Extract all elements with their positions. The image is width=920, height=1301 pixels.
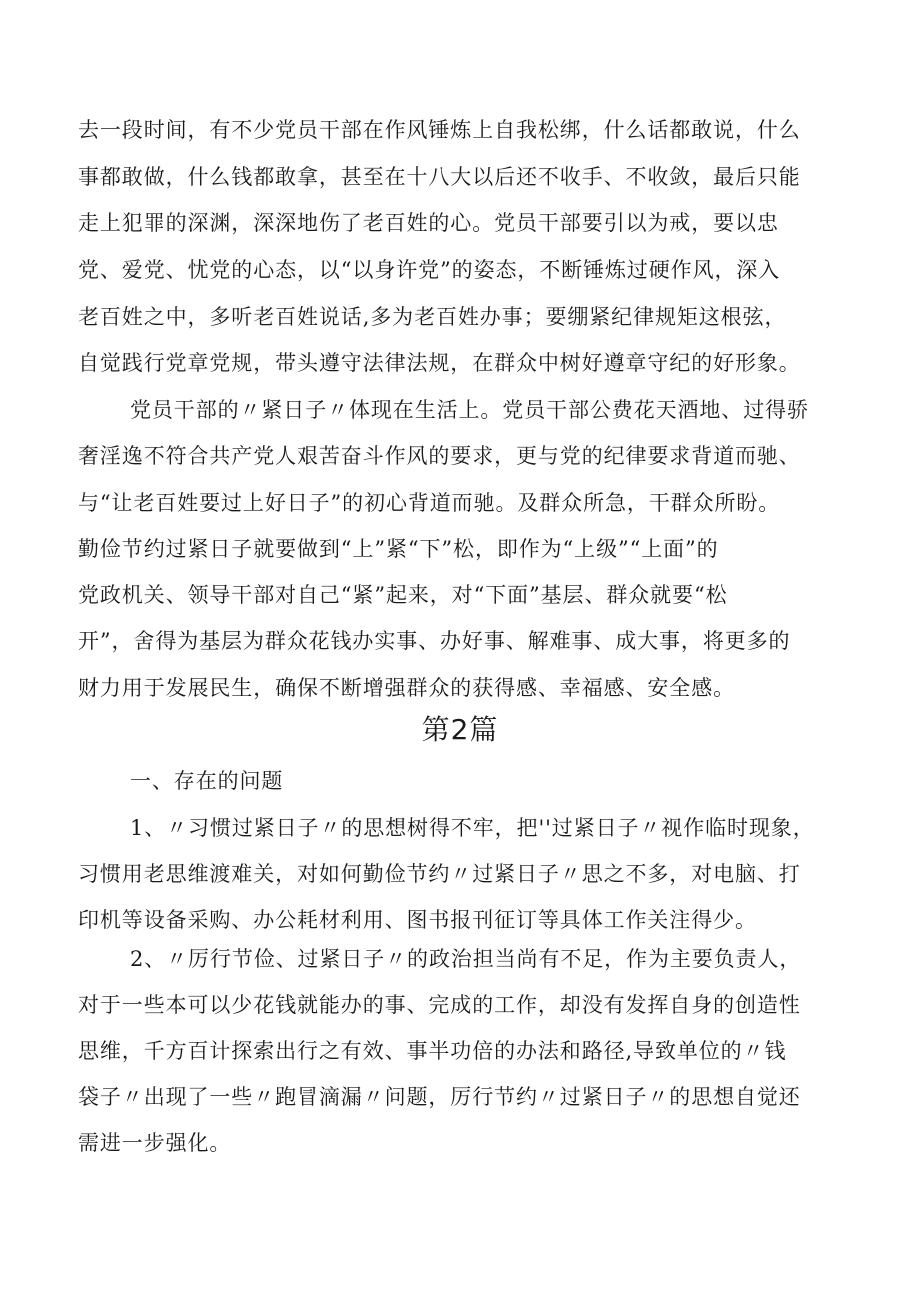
paragraph-line: 奢淫逸不符合共产党人艰苦奋斗作风的要求，更与党的纪律要求背道而驰、 <box>78 444 801 468</box>
paragraph-line: 老百姓之中，多听老百姓说话,多为老百姓办事；要绷紧纪律规矩这根弦， <box>78 305 787 329</box>
paragraph-line: 开”，舍得为基层为群众花钱办实事、办好事、解难事、成大事，将更多的 <box>78 629 791 653</box>
paragraph-line: 2、〃厉行节俭、过紧日子〃的政治担当尚有不足，作为主要负责人， <box>130 947 802 971</box>
paragraph-line: 去一段时间，有不少党员干部在作风锤炼上自我松绑，什么话都敢说，什么 <box>78 118 801 142</box>
paragraph-line: 党员干部的〃紧日子〃体现在生活上。党员干部公费花天酒地、过得骄 <box>130 398 809 422</box>
paragraph-line: 财力用于发展民生，确保不断增强群众的获得感、幸福感、安全感。 <box>78 676 735 700</box>
paragraph-line: 党政机关、领导干部对自己“紧”起来，对“下面”基层、群众就要“松 <box>78 583 728 607</box>
paragraph-line: 走上犯罪的深渊，深深地伤了老百姓的心。党员干部要引以为戒，要以忠 <box>78 211 779 235</box>
paragraph-line: 勤俭节约过紧日子就要做到“上”紧“下”松，即作为“上级”“上面”的 <box>78 537 719 561</box>
paragraph-line: 与“让老百姓要过上好日子”的初心背道而驰。及群众所急，干群众所盼。 <box>78 491 781 515</box>
paragraph-line: 需进一步强化。 <box>78 1131 232 1155</box>
paragraph-line: 事都敢做，什么钱都敢拿，甚至在十八大以后还不收手、不收敛，最后只能 <box>78 165 801 189</box>
paragraph-line: 思维，千方百计探索出行之有效、事半功倍的办法和路径,导致单位的〃钱 <box>78 1039 787 1063</box>
chapter-title: 第2篇 <box>421 713 499 746</box>
paragraph-line: 袋子〃出现了一些〃跑冒滴漏〃问题，厉行节约〃过紧日子〃的思想自觉还 <box>78 1085 801 1109</box>
paragraph-line: 习惯用老思维渡难关，对如何勤俭节约〃过紧日子〃思之不多，对电脑、打 <box>78 862 801 886</box>
paragraph-line: 党、爱党、忧党的心态，以“以身许党”的姿态，不断锤炼过硬作风，深入 <box>78 258 781 282</box>
paragraph-line: 印机等设备采购、办公耗材利用、图书报刊征订等具体工作关注得少。 <box>78 908 757 932</box>
paragraph-line: 1、〃习惯过紧日子〃的思想树得不牢，把''过紧日子〃视作临时现象， <box>130 816 815 840</box>
section-heading: 一、存在的问题 <box>130 769 284 793</box>
paragraph-line: 对于一些本可以少花钱就能办的事、完成的工作，却没有发挥自身的创造性 <box>78 993 801 1017</box>
paragraph-line: 自觉践行党章党规，带头遵守法律法规，在群众中树好遵章守纪的好形象。 <box>78 351 801 375</box>
